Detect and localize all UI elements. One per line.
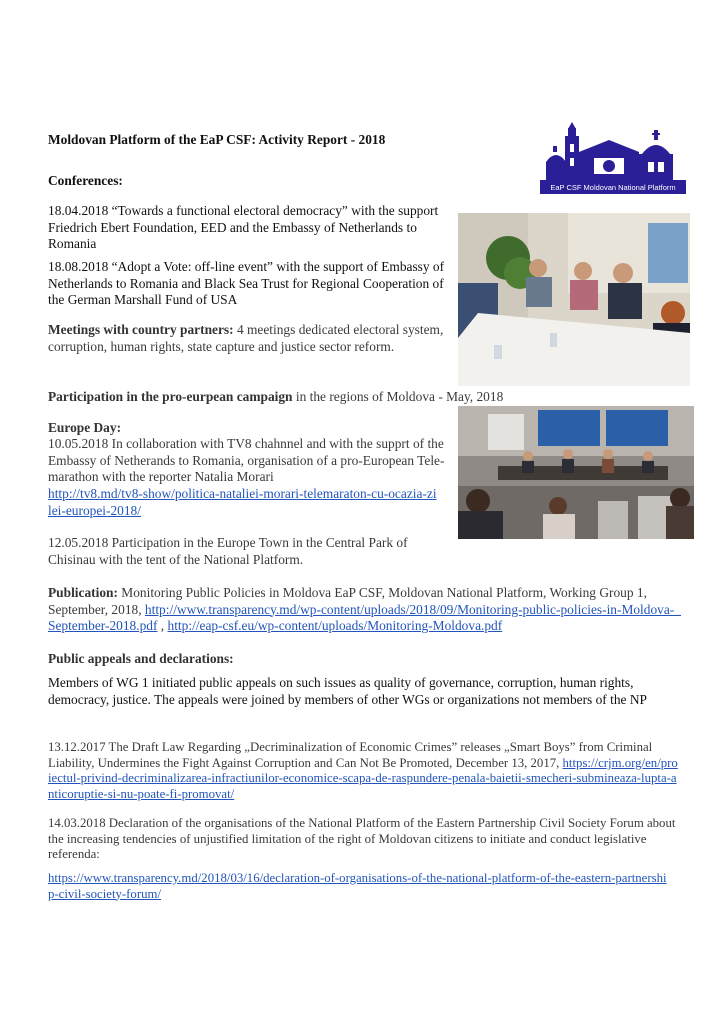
appeal-item-2-link[interactable]: https://www.transparency.md/2018/03/16/declaration-of-organisations-of-the-national-platform-of-the-eastern-partnership-civil-society-forum/ [48, 871, 667, 901]
meetings-label: Meetings with country partners: [48, 322, 234, 337]
conference-photo [458, 213, 690, 386]
publication-link-1[interactable]: http://www.transparency.md/wp-content/uploads/2018/09/Monitoring-public-policies-in-Moldova-_September-2018.pdf [48, 601, 681, 633]
publication-paragraph [48, 585, 688, 635]
conferences-heading: Conferences: [48, 173, 123, 188]
appeal-item-1-link[interactable]: https://crjm.org/en/proiectul-privind-decriminalizarea-infractiunilor-economice-scapa-de-raspundere-penala-baietii-smecheri-submineaza-lupta-anticoruptie-si-nu-poate-fi-promovat/ [48, 755, 678, 801]
panel-event-photo [458, 406, 694, 539]
publication-label: Publication: [48, 585, 118, 600]
publication-text: Monitoring Public Policies in Moldova EaP CSF, Moldovan National Platform, Working Group 1, September, 2018, [48, 585, 647, 617]
publication-separator: , [160, 618, 165, 633]
conference-item-2: 18.08.2018 “Adopt a Vote: off-line event” with the support of Embassy of Netherlands to Romania and Black Sea Trust for Regional Cooperation of the German Marshall Fund of USA [48, 259, 445, 307]
publication-link-2[interactable]: http://eap-csf.eu/wp-content/uploads/Monitoring-Moldova.pdf [167, 618, 503, 633]
campaign-paragraph [48, 389, 528, 406]
page-title: Moldovan Platform of the EaP CSF: Activity Report - 2018 [48, 132, 386, 147]
tv8-link[interactable]: http://tv8.md/tv8-show/politica-nataliei-morari-telemaraton-cu-ocazia-zilei-europei-2018/ [48, 486, 437, 518]
meetings-paragraph [48, 322, 448, 355]
europe-day-heading: Europe Day: [48, 420, 122, 435]
appeal-item-1-text: 13.12.2017 The Draft Law Regarding „Decriminalization of Economic Crimes” releases „Smart Boys” from Criminal Liability, Undermines the Fight Against Corruption and Can Not Be Promoted, December 13, 2017, [48, 740, 653, 770]
logo-caption: EaP CSF Moldovan National Platform [550, 183, 676, 192]
appeals-intro: Members of WG 1 initiated public appeals on such issues as quality of governance, corruption, human rights, democracy, justice. The appeals were joined by members of other WGs or organizations not members of the NP [48, 675, 647, 707]
conference-item-1: 18.04.2018 “Towards a functional electoral democracy” with the support Friedrich Ebert Foundation, EED and the Embassy of Netherlands to Romania [48, 203, 439, 251]
campaign-label: Participation in the pro-eurpean campaign [48, 389, 293, 404]
campaign-text: in the regions of Moldova - May, 2018 [295, 389, 504, 404]
europe-day-text-2: 12.05.2018 Participation in the Europe Town in the Central Park of Chisinau with the tent of the National Platform. [48, 535, 408, 567]
platform-logo [538, 122, 688, 196]
europe-day-text-1: 10.05.2018 In collaboration with TV8 chahnnel and with the supprt of the Embassy of Netherands to Romania, organisation of a pro-European Tele-marathon with the reporter Natalia Morari [48, 436, 445, 484]
meetings-text: 4 meetings dedicated electoral system, corruption, human rights, state capture and justice sector reform. [48, 322, 444, 354]
appeal-item-1 [48, 740, 678, 802]
appeals-heading: Public appeals and declarations: [48, 651, 234, 666]
appeal-item-2-text: 14.03.2018 Declaration of the organisations of the National Platform of the Eastern Partnership Civil Society Forum about the increasing tendencies of unjustified limitation of the right of Moldovan citizens to initiate and conduct legislative referenda: [48, 816, 676, 862]
